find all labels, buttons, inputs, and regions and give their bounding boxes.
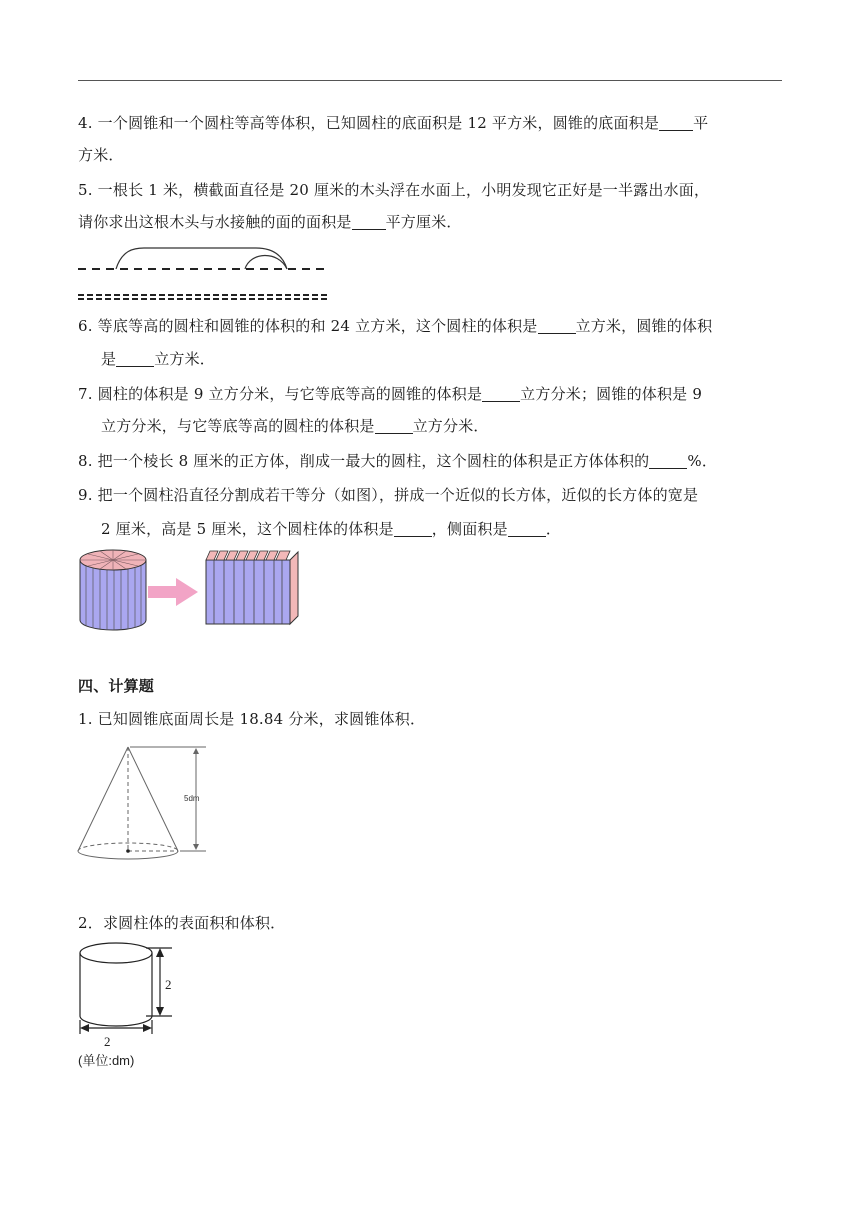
q6-text-2: 是 [101,350,117,368]
q7-line2 [101,416,489,436]
log-in-water-figure [78,240,338,306]
cone-right-edge [128,747,178,851]
box-front [206,560,290,624]
q9-text-end: ． [545,520,562,538]
calc1-text: 1. 已知圆锥底面周长是 18.84 分米，求圆锥体积． [78,710,426,728]
q6-line1 [78,316,712,336]
q7-text-end: 立方分米． [412,417,489,435]
log-outline [116,248,287,269]
q7-text-mid: 立方分米；圆锥的体积是 9 [520,385,703,403]
q4-line2: 方米． [78,146,124,164]
cone-center-point [126,849,130,853]
q7-line1 [78,384,702,404]
q9-text: 2 厘米，高是 5 厘米，这个圆柱体的体积是 [101,520,394,538]
cylinder-bottom-arc [80,1016,152,1026]
q6-text-mid: 立方米，圆锥的体积 [575,317,713,335]
cylinder-height-label: 2 [165,977,172,992]
q8-answer-blank[interactable] [649,452,687,469]
cone-left-edge [78,747,128,851]
diameter-arrow-left [80,1024,89,1032]
q5-text-end: 平方厘米． [385,213,462,231]
q5-answer-blank[interactable] [352,213,386,230]
dim-arrow-top [193,748,199,754]
q7-answer-blank-1[interactable] [482,385,520,402]
unit-label: (单位:dm) [78,1053,135,1068]
cylinder-figure [76,938,186,1074]
box-top-ridges [206,551,290,560]
cylinder-to-box-figure [76,546,306,636]
cone-height-label: 5dm [184,794,200,803]
cylinder-diameter-label: 2 [104,1034,111,1049]
q8-text-end: %． [687,452,718,470]
cone-figure [76,743,216,863]
q4-answer-blank[interactable] [659,114,693,131]
calc2-text: 2．求圆柱体的表面积和体积． [78,914,286,932]
cylinder-top-ellipse [80,943,152,963]
height-arrow-bottom [156,1007,164,1016]
q5-text: 请你求出这根木头与水接触的面的面积是 [78,213,352,231]
q4-text: 4. 一个圆锥和一个圆柱等高等体积，已知圆柱的底面积是 12 平方米，圆锥的底面积是 [78,114,660,132]
header-rule [78,80,782,81]
q7-text: 7. 圆柱的体积是 9 立方分米，与它等底等高的圆锥的体积是 [78,385,483,403]
q9-line2 [101,519,561,539]
box-side [290,552,298,624]
q4-text-end: 平 [693,114,709,132]
q9-line1: 9. 把一个圆柱沿直径分割成若干等分（如图），拼成一个近似的长方体，近似的长方体的宽是 [78,486,699,504]
q7-answer-blank-2[interactable] [375,417,413,434]
q4-line1 [78,113,708,133]
q8-text: 8. 把一个棱长 8 厘米的正方体，削成一最大的圆柱，这个圆柱的体积是正方体体积的 [78,452,650,470]
q6-answer-blank-1[interactable] [538,317,576,334]
q6-line2 [101,349,215,369]
transform-arrow [148,578,198,606]
q6-answer-blank-2[interactable] [116,350,154,367]
q7-text-2: 立方分米，与它等底等高的圆柱的体积是 [101,417,375,435]
dim-arrow-bottom [193,844,199,850]
q6-text-end: 立方米． [154,350,216,368]
diameter-arrow-right [143,1024,152,1032]
height-arrow-top [156,948,164,957]
section-heading: 四、计算题 [78,677,155,695]
q6-text: 6. 等底等高的圆柱和圆锥的体积的和 24 立方米，这个圆柱的体积是 [78,317,538,335]
q5-line1: 5. 一根长 1 米，横截面直径是 20 厘米的木头浮在水面上，小明发现它正好是一半露出水面， [78,181,710,199]
q9-text-mid: ，侧面积是 [431,520,508,538]
q9-answer-blank-1[interactable] [394,520,432,537]
q9-answer-blank-2[interactable] [508,520,546,537]
q5-line2 [78,212,462,232]
q8-line1 [78,451,717,471]
